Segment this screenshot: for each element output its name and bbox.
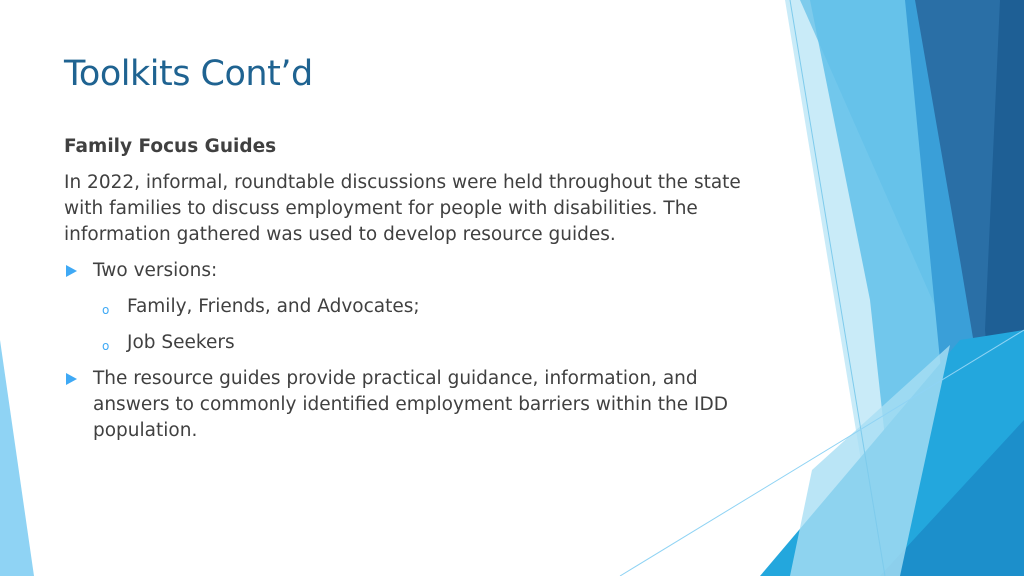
circle-bullet-icon: o — [102, 339, 110, 353]
sub-bullet-item-family — [64, 294, 774, 320]
sub-bullet-text: Family, Friends, and Advocates; — [127, 296, 420, 317]
bullet-item-resource-guides — [64, 366, 774, 444]
triangle-bullet-icon — [66, 373, 77, 385]
left-edge-accent — [0, 340, 34, 576]
sub-bullet-item-job-seekers — [64, 330, 774, 356]
bullet-item-versions — [64, 258, 774, 284]
slide-title: Toolkits Cont’d — [64, 54, 313, 94]
bullet-text: Two versions: — [93, 260, 218, 281]
circle-bullet-icon: o — [102, 303, 110, 317]
triangle-bullet-icon — [66, 265, 77, 277]
intro-paragraph: In 2022, informal, roundtable discussions were held throughout the state with families to discuss employment for people with disabilities. The information gathered was used to develop resource guides. — [64, 172, 741, 245]
bullet-text: The resource guides provide practical guidance, information, and answers to commonly identified employment barriers within the IDD population. — [93, 368, 728, 441]
slide-body — [64, 134, 774, 454]
section-subheading: Family Focus Guides — [64, 136, 277, 157]
sub-bullet-text: Job Seekers — [127, 332, 235, 353]
